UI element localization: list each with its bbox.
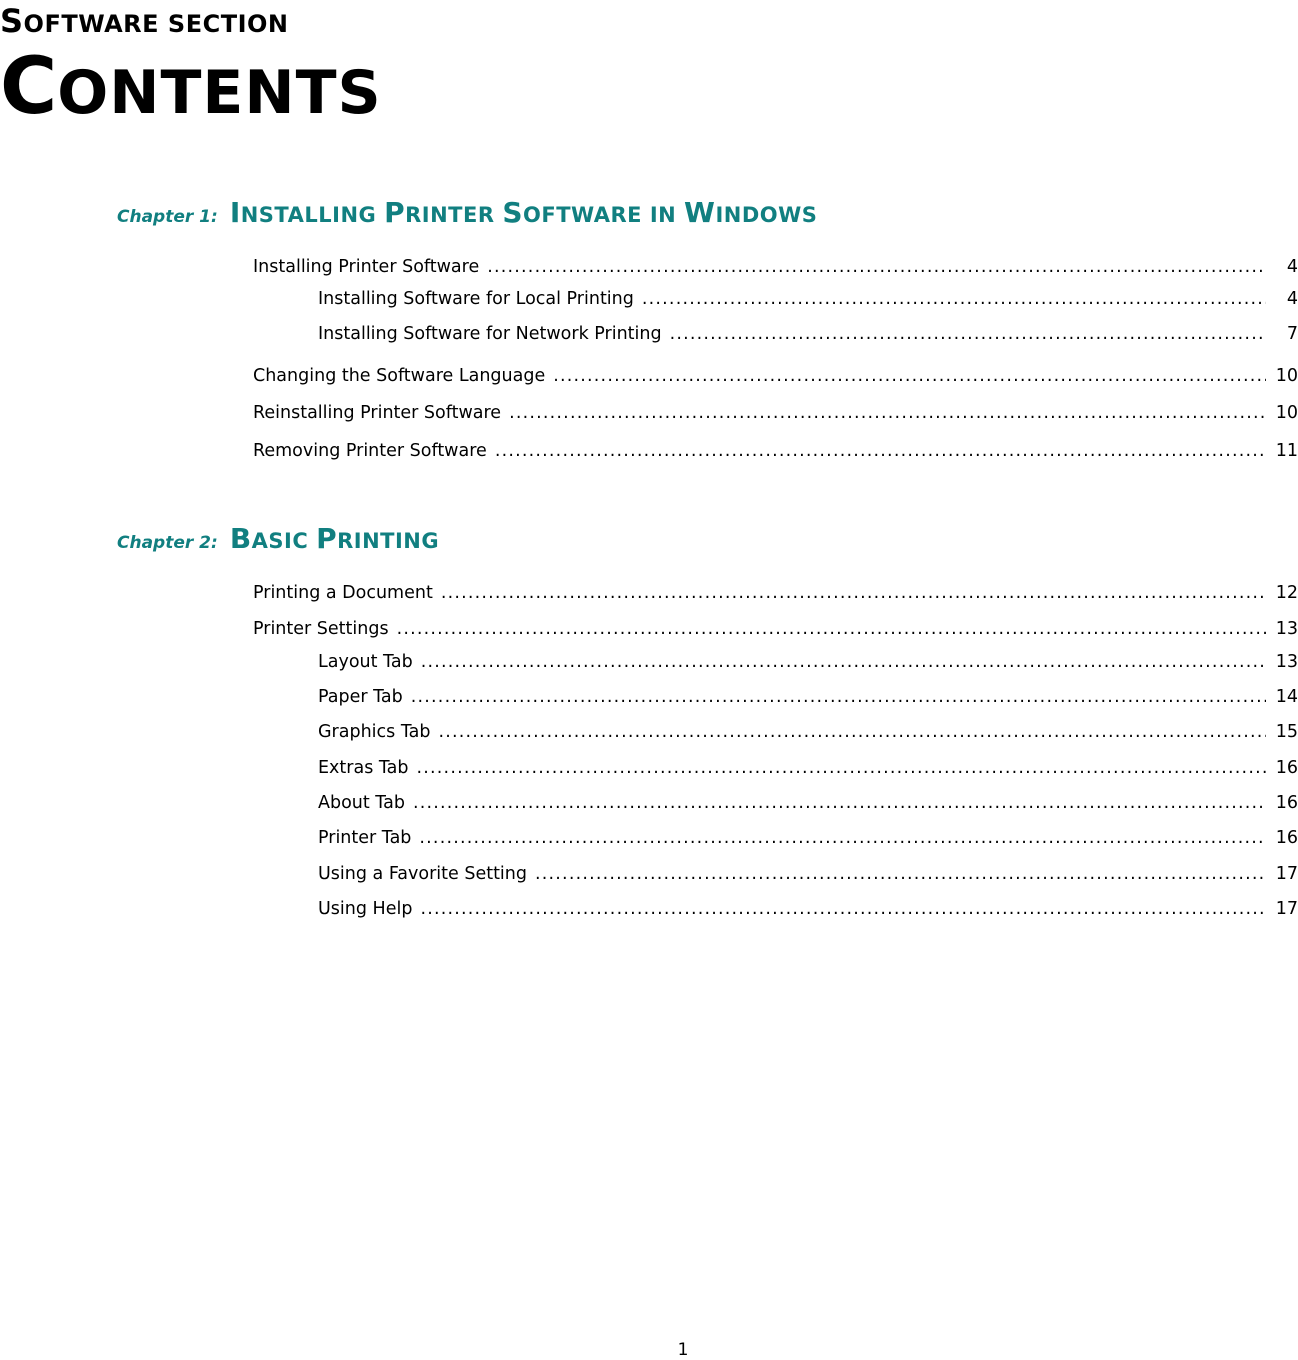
toc-entry[interactable] (253, 619, 1298, 643)
toc-leader (419, 828, 1265, 848)
toc-page-number: 15 (1275, 722, 1298, 742)
chapter-1-heading (117, 196, 817, 229)
toc-entry-title: Installing Printer Software (253, 257, 480, 277)
chapter-title-rest: RINTING (337, 529, 440, 553)
toc-entry[interactable] (318, 722, 1298, 746)
page-title-rest: ONTENTS (57, 58, 382, 128)
toc-entry-title: Removing Printer Software (253, 441, 487, 461)
chapter-title-rest: OFTWARE IN (523, 203, 685, 227)
toc-leader (487, 257, 1266, 277)
toc-leader (642, 289, 1266, 309)
toc-entry[interactable] (318, 687, 1298, 711)
toc-leader (553, 366, 1266, 386)
toc-page-number: 10 (1275, 366, 1298, 386)
toc-leader (417, 758, 1266, 778)
chapter-title-cap: S (502, 196, 524, 229)
chapter-title-rest: RINTER (405, 203, 503, 227)
toc-page-number: 17 (1275, 899, 1298, 919)
toc-leader (438, 722, 1265, 742)
toc-entry[interactable] (253, 441, 1298, 465)
toc-leader (420, 899, 1265, 919)
chapter-title-cap: P (384, 196, 406, 229)
toc-page-number: 16 (1275, 793, 1298, 813)
chapter-2-heading (117, 522, 439, 555)
toc-entry-title: Graphics Tab (318, 722, 431, 742)
toc-entry-title: Using Help (318, 899, 413, 919)
toc-entry-title: Installing Software for Local Printing (318, 289, 634, 309)
toc-entry-title: Changing the Software Language (253, 366, 546, 386)
toc-leader (509, 403, 1266, 423)
toc-entry[interactable] (318, 652, 1298, 676)
toc-page-number: 4 (1286, 289, 1298, 309)
toc-page-number: 13 (1275, 652, 1298, 672)
chapter-label: Chapter 2: (117, 533, 218, 553)
chapter-title-cap: W (684, 196, 716, 229)
toc-entry[interactable] (253, 583, 1298, 607)
toc-entry[interactable] (253, 257, 1298, 281)
toc-page-number: 4 (1286, 257, 1298, 277)
toc-entry-title: Printer Tab (318, 828, 412, 848)
chapter-label: Chapter 1: (117, 207, 218, 227)
chapter-title-rest: ASIC (251, 529, 317, 553)
toc-entry-title: Printing a Document (253, 583, 433, 603)
chapter-title-cap: P (316, 522, 338, 555)
section-label-rest: OFTWARE SECTION (23, 10, 289, 38)
toc-entry[interactable] (253, 366, 1298, 390)
toc-leader (413, 793, 1266, 813)
toc-entry-title: About Tab (318, 793, 405, 813)
toc-page-number: 10 (1275, 403, 1298, 423)
toc-page-number: 13 (1275, 619, 1298, 639)
toc-entry-title: Installing Software for Network Printing (318, 324, 662, 344)
toc-leader (535, 864, 1266, 884)
page-title-initial: C (0, 42, 58, 132)
toc-entry[interactable] (318, 758, 1298, 782)
toc-entry[interactable] (318, 864, 1298, 888)
toc-entry[interactable] (318, 324, 1298, 348)
toc-entry[interactable] (253, 403, 1298, 427)
toc-entry-title: Using a Favorite Setting (318, 864, 527, 884)
toc-page-number: 14 (1275, 687, 1298, 707)
chapter-title-rest: INDOWS (715, 203, 818, 227)
chapter-title (230, 196, 818, 229)
toc-leader (441, 583, 1266, 603)
toc-leader (397, 619, 1266, 639)
toc-page-number: 17 (1275, 864, 1298, 884)
section-label (0, 2, 289, 40)
chapter-title-cap: B (229, 522, 252, 555)
toc-entry[interactable] (318, 793, 1298, 817)
toc-entry-title: Reinstalling Printer Software (253, 403, 502, 423)
section-label-initial: S (0, 2, 24, 40)
chapter-title-cap: I (229, 196, 241, 229)
toc-entry-title: Paper Tab (318, 687, 403, 707)
toc-leader (411, 687, 1266, 707)
toc-entry-title: Extras Tab (318, 758, 409, 778)
toc-page-number: 16 (1275, 758, 1298, 778)
toc-page-number: 16 (1275, 828, 1298, 848)
toc-leader (670, 324, 1266, 344)
chapter-title (230, 522, 439, 555)
toc-page-number: 12 (1275, 583, 1298, 603)
chapter-title-rest: NSTALLING (240, 203, 385, 227)
page-number-footer: 1 (677, 1340, 689, 1360)
toc-entry[interactable] (318, 289, 1298, 313)
toc-leader (495, 441, 1266, 461)
toc-leader (421, 652, 1266, 672)
toc-page-number: 11 (1275, 441, 1298, 461)
page-title (0, 42, 382, 132)
toc-entry-title: Layout Tab (318, 652, 413, 672)
toc-page-number: 7 (1286, 324, 1298, 344)
toc-entry[interactable] (318, 828, 1298, 852)
toc-entry-title: Printer Settings (253, 619, 389, 639)
toc-entry[interactable] (318, 899, 1298, 923)
